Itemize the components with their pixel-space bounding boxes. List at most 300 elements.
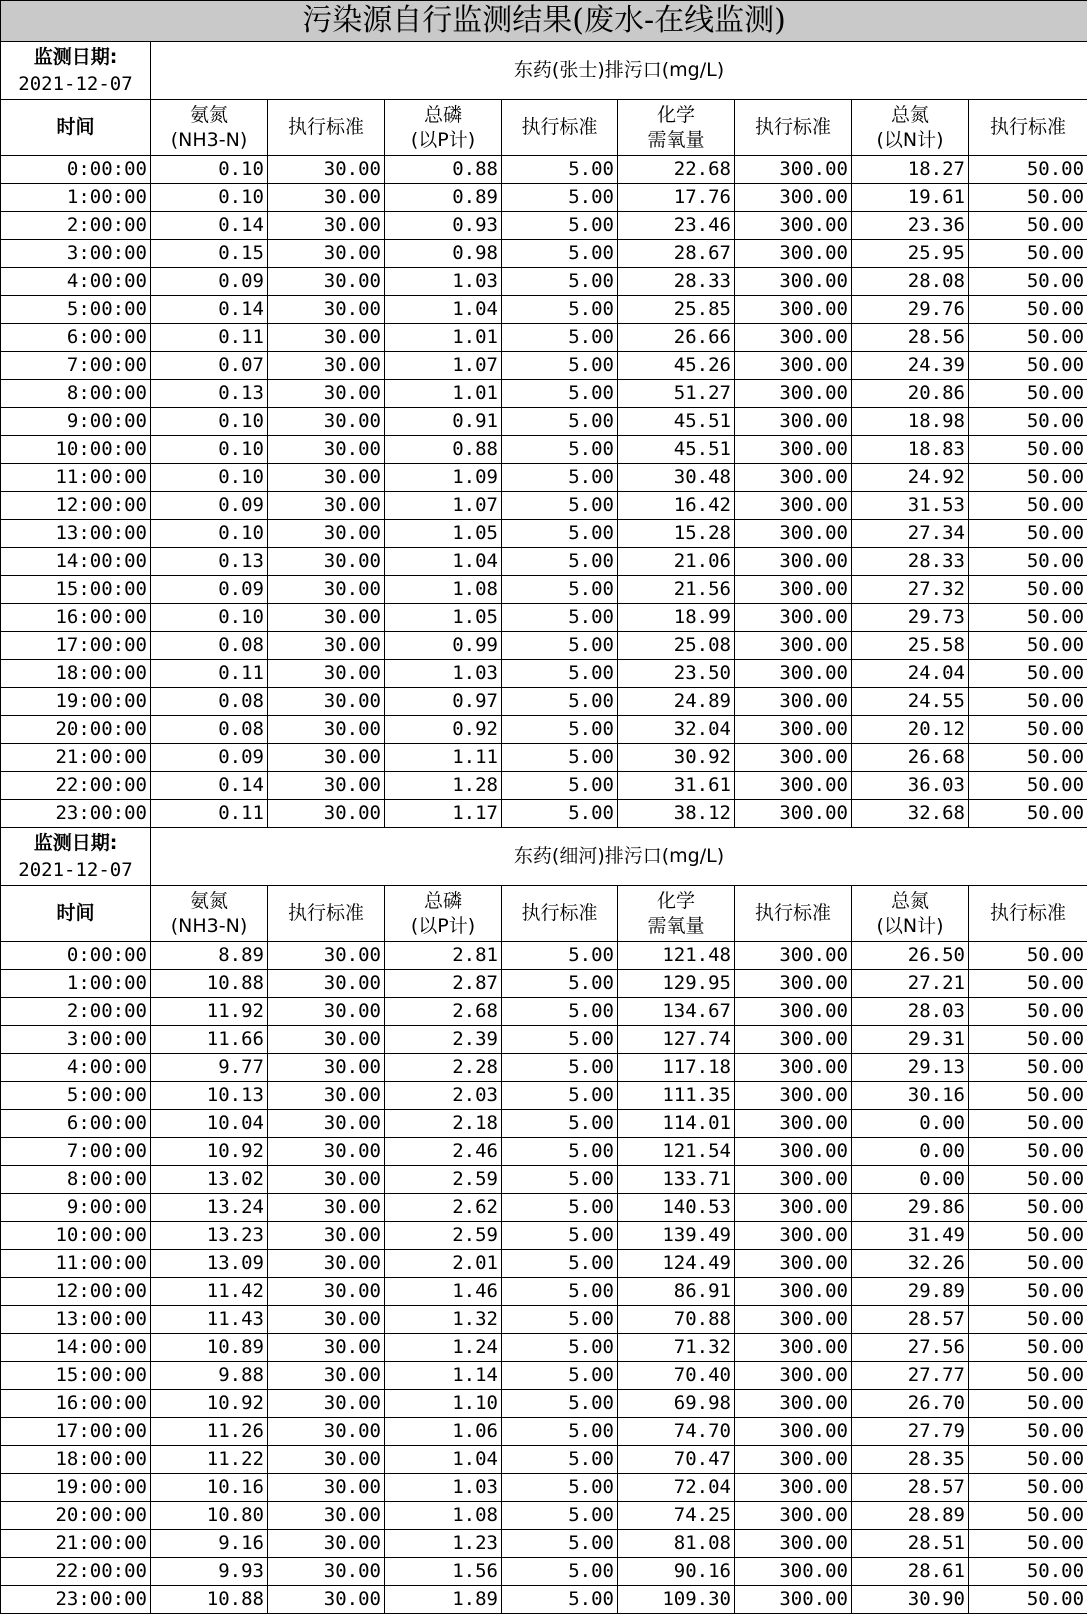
cod-standard: 300.00 [735, 1306, 852, 1334]
phosphorus-value: 1.10 [385, 1390, 502, 1418]
time-cell: 22:00:00 [1, 1558, 151, 1586]
nitrogen-value: 28.03 [852, 998, 969, 1026]
nitrogen-standard: 50.00 [969, 296, 1087, 324]
nitrogen-value: 28.51 [852, 1530, 969, 1558]
header-cod-text: 需氧量 [647, 914, 705, 937]
header-ammonia-standard [268, 886, 385, 942]
time-cell: 16:00:00 [1, 1390, 151, 1418]
header-cod [618, 886, 735, 942]
table-row [1, 1278, 1087, 1306]
cod-value: 114.01 [618, 1110, 735, 1138]
ammonia-value: 0.14 [151, 772, 268, 800]
time-cell: 6:00:00 [1, 1110, 151, 1138]
cod-standard: 300.00 [735, 1418, 852, 1446]
header-cod-text: 化学 [656, 103, 695, 126]
cod-standard: 300.00 [735, 492, 852, 520]
ammonia-standard: 30.00 [268, 604, 385, 632]
nitrogen-value: 32.26 [852, 1250, 969, 1278]
ammonia-value: 10.92 [151, 1390, 268, 1418]
nitrogen-value: 18.98 [852, 408, 969, 436]
cod-value: 109.30 [618, 1586, 735, 1614]
ammonia-value: 11.92 [151, 998, 268, 1026]
ammonia-value: 11.22 [151, 1446, 268, 1474]
cod-standard: 300.00 [735, 1390, 852, 1418]
time-cell: 8:00:00 [1, 1166, 151, 1194]
phosphorus-value: 2.03 [385, 1082, 502, 1110]
nitrogen-standard: 50.00 [969, 240, 1087, 268]
phosphorus-value: 1.32 [385, 1306, 502, 1334]
phosphorus-value: 1.08 [385, 1502, 502, 1530]
ammonia-standard: 30.00 [268, 942, 385, 970]
nitrogen-standard: 50.00 [969, 1110, 1087, 1138]
cod-value: 71.32 [618, 1334, 735, 1362]
ammonia-value: 0.13 [151, 548, 268, 576]
table-row [1, 604, 1087, 632]
header-total-phosphorus-text: (以P计) [410, 128, 476, 151]
ammonia-value: 0.09 [151, 268, 268, 296]
ammonia-value: 0.09 [151, 576, 268, 604]
nitrogen-standard: 50.00 [969, 548, 1087, 576]
monitoring-date-cell [1, 828, 151, 886]
phosphorus-value: 1.03 [385, 660, 502, 688]
table-row [1, 1110, 1087, 1138]
table-row [1, 1474, 1087, 1502]
header-time-text: 时间 [56, 116, 95, 138]
header-total-nitrogen-text: 总氮 [890, 889, 929, 912]
phosphorus-value: 2.46 [385, 1138, 502, 1166]
ammonia-standard: 30.00 [268, 1278, 385, 1306]
ammonia-standard: 30.00 [268, 464, 385, 492]
cod-standard: 300.00 [735, 1446, 852, 1474]
nitrogen-standard: 50.00 [969, 1446, 1087, 1474]
ammonia-value: 0.09 [151, 744, 268, 772]
phosphorus-value: 1.05 [385, 520, 502, 548]
ammonia-standard: 30.00 [268, 1026, 385, 1054]
nitrogen-standard: 50.00 [969, 1474, 1087, 1502]
cod-value: 69.98 [618, 1390, 735, 1418]
time-cell: 14:00:00 [1, 548, 151, 576]
cod-value: 22.68 [618, 156, 735, 184]
outlet-name: 东药(细河)排污口(mg/L) [151, 828, 1087, 886]
nitrogen-standard: 50.00 [969, 998, 1087, 1026]
table-row [1, 548, 1087, 576]
nitrogen-value: 19.61 [852, 184, 969, 212]
table-row [1, 520, 1087, 548]
header-ammonia-standard-text: 执行标准 [287, 116, 364, 138]
table-row [1, 1054, 1087, 1082]
table-row [1, 1306, 1087, 1334]
header-phosphorus-standard-text: 执行标准 [521, 116, 598, 138]
phosphorus-value: 1.03 [385, 1474, 502, 1502]
ammonia-value: 0.10 [151, 436, 268, 464]
cod-standard: 300.00 [735, 772, 852, 800]
cod-standard: 300.00 [735, 324, 852, 352]
cod-standard: 300.00 [735, 800, 852, 828]
ammonia-value: 10.80 [151, 1502, 268, 1530]
cod-value: 70.88 [618, 1306, 735, 1334]
nitrogen-standard: 50.00 [969, 716, 1087, 744]
time-cell: 20:00:00 [1, 716, 151, 744]
cod-value: 133.71 [618, 1166, 735, 1194]
header-cod-text: 需氧量 [647, 128, 705, 151]
ammonia-standard: 30.00 [268, 1558, 385, 1586]
header-ammonia-text: 氨氮 [189, 103, 228, 126]
phosphorus-value: 1.56 [385, 1558, 502, 1586]
cod-value: 26.66 [618, 324, 735, 352]
phosphorus-standard: 5.00 [502, 156, 618, 184]
header-ammonia [151, 886, 268, 942]
table-row [1, 240, 1087, 268]
cod-value: 139.49 [618, 1222, 735, 1250]
table-row [1, 156, 1087, 184]
phosphorus-value: 0.97 [385, 688, 502, 716]
phosphorus-standard: 5.00 [502, 1082, 618, 1110]
phosphorus-standard: 5.00 [502, 604, 618, 632]
nitrogen-value: 18.27 [852, 156, 969, 184]
phosphorus-value: 1.04 [385, 296, 502, 324]
phosphorus-standard: 5.00 [502, 1558, 618, 1586]
table-row [1, 942, 1087, 970]
time-cell: 9:00:00 [1, 408, 151, 436]
header-nitrogen-standard-text: 执行标准 [990, 116, 1067, 138]
time-cell: 1:00:00 [1, 970, 151, 998]
table-row [1, 1026, 1087, 1054]
ammonia-value: 10.04 [151, 1110, 268, 1138]
ammonia-value: 13.23 [151, 1222, 268, 1250]
nitrogen-value: 24.39 [852, 352, 969, 380]
phosphorus-value: 0.91 [385, 408, 502, 436]
ammonia-value: 0.11 [151, 800, 268, 828]
phosphorus-value: 2.59 [385, 1166, 502, 1194]
cod-value: 21.56 [618, 576, 735, 604]
nitrogen-value: 29.86 [852, 1194, 969, 1222]
cod-standard: 300.00 [735, 380, 852, 408]
phosphorus-value: 2.28 [385, 1054, 502, 1082]
table-row [1, 352, 1087, 380]
nitrogen-value: 29.13 [852, 1054, 969, 1082]
phosphorus-value: 0.92 [385, 716, 502, 744]
phosphorus-value: 1.09 [385, 464, 502, 492]
cod-standard: 300.00 [735, 548, 852, 576]
cod-standard: 300.00 [735, 660, 852, 688]
phosphorus-value: 1.07 [385, 352, 502, 380]
time-cell: 21:00:00 [1, 744, 151, 772]
header-total-phosphorus-text: 总磷 [423, 103, 462, 126]
nitrogen-standard: 50.00 [969, 576, 1087, 604]
phosphorus-standard: 5.00 [502, 1446, 618, 1474]
ammonia-standard: 30.00 [268, 660, 385, 688]
cod-value: 74.25 [618, 1502, 735, 1530]
header-cod-standard [735, 100, 852, 156]
nitrogen-value: 29.31 [852, 1026, 969, 1054]
table-row [1, 1530, 1087, 1558]
nitrogen-value: 27.56 [852, 1334, 969, 1362]
nitrogen-standard: 50.00 [969, 1138, 1087, 1166]
nitrogen-standard: 50.00 [969, 184, 1087, 212]
header-nitrogen-standard [969, 886, 1087, 942]
header-ammonia-text: (NH3-N) [170, 914, 248, 937]
ammonia-value: 0.10 [151, 408, 268, 436]
header-total-nitrogen [852, 100, 969, 156]
nitrogen-standard: 50.00 [969, 352, 1087, 380]
cod-value: 72.04 [618, 1474, 735, 1502]
cod-standard: 300.00 [735, 1110, 852, 1138]
nitrogen-standard: 50.00 [969, 1278, 1087, 1306]
table-row [1, 1138, 1087, 1166]
cod-value: 32.04 [618, 716, 735, 744]
nitrogen-standard: 50.00 [969, 1362, 1087, 1390]
nitrogen-value: 20.86 [852, 380, 969, 408]
nitrogen-value: 31.53 [852, 492, 969, 520]
cod-value: 21.06 [618, 548, 735, 576]
cod-value: 134.67 [618, 998, 735, 1026]
header-total-nitrogen-text: 总氮 [890, 103, 929, 126]
phosphorus-standard: 5.00 [502, 296, 618, 324]
phosphorus-standard: 5.00 [502, 268, 618, 296]
phosphorus-standard: 5.00 [502, 1418, 618, 1446]
table-row [1, 998, 1087, 1026]
phosphorus-value: 1.17 [385, 800, 502, 828]
phosphorus-standard: 5.00 [502, 1054, 618, 1082]
nitrogen-value: 26.50 [852, 942, 969, 970]
time-cell: 12:00:00 [1, 492, 151, 520]
nitrogen-value: 28.08 [852, 268, 969, 296]
phosphorus-value: 1.04 [385, 548, 502, 576]
nitrogen-value: 28.35 [852, 1446, 969, 1474]
table-row [1, 492, 1087, 520]
time-cell: 8:00:00 [1, 380, 151, 408]
time-cell: 10:00:00 [1, 1222, 151, 1250]
nitrogen-standard: 50.00 [969, 772, 1087, 800]
nitrogen-standard: 50.00 [969, 520, 1087, 548]
phosphorus-standard: 5.00 [502, 492, 618, 520]
ammonia-standard: 30.00 [268, 268, 385, 296]
table-row [1, 660, 1087, 688]
nitrogen-value: 25.95 [852, 240, 969, 268]
cod-value: 15.28 [618, 520, 735, 548]
time-cell: 23:00:00 [1, 800, 151, 828]
phosphorus-standard: 5.00 [502, 408, 618, 436]
ammonia-value: 0.08 [151, 632, 268, 660]
monitoring-date-value: 2021-12-07 [18, 72, 133, 95]
table-row [1, 324, 1087, 352]
phosphorus-standard: 5.00 [502, 660, 618, 688]
phosphorus-standard: 5.00 [502, 1026, 618, 1054]
cod-standard: 300.00 [735, 184, 852, 212]
ammonia-value: 8.89 [151, 942, 268, 970]
phosphorus-value: 1.03 [385, 268, 502, 296]
nitrogen-standard: 50.00 [969, 800, 1087, 828]
header-cod-standard-text: 执行标准 [754, 116, 831, 138]
cod-value: 38.12 [618, 800, 735, 828]
phosphorus-standard: 5.00 [502, 1194, 618, 1222]
cod-standard: 300.00 [735, 716, 852, 744]
nitrogen-standard: 50.00 [969, 604, 1087, 632]
outlet-name: 东药(张士)排污口(mg/L) [151, 42, 1087, 100]
header-total-phosphorus [385, 100, 502, 156]
phosphorus-value: 0.88 [385, 436, 502, 464]
nitrogen-value: 29.76 [852, 296, 969, 324]
cod-value: 74.70 [618, 1418, 735, 1446]
nitrogen-standard: 50.00 [969, 464, 1087, 492]
ammonia-standard: 30.00 [268, 970, 385, 998]
cod-standard: 300.00 [735, 1278, 852, 1306]
cod-standard: 300.00 [735, 156, 852, 184]
cod-value: 18.99 [618, 604, 735, 632]
ammonia-standard: 30.00 [268, 156, 385, 184]
ammonia-value: 0.10 [151, 156, 268, 184]
time-cell: 20:00:00 [1, 1502, 151, 1530]
cod-standard: 300.00 [735, 1334, 852, 1362]
cod-value: 30.92 [618, 744, 735, 772]
phosphorus-standard: 5.00 [502, 800, 618, 828]
ammonia-standard: 30.00 [268, 296, 385, 324]
table-row [1, 1362, 1087, 1390]
phosphorus-standard: 5.00 [502, 772, 618, 800]
header-phosphorus-standard [502, 886, 618, 942]
ammonia-standard: 30.00 [268, 184, 385, 212]
time-cell: 0:00:00 [1, 942, 151, 970]
header-cod-standard [735, 886, 852, 942]
cod-standard: 300.00 [735, 268, 852, 296]
nitrogen-value: 28.57 [852, 1306, 969, 1334]
nitrogen-value: 30.16 [852, 1082, 969, 1110]
table-row [1, 464, 1087, 492]
nitrogen-value: 28.56 [852, 324, 969, 352]
header-phosphorus-standard-text: 执行标准 [521, 902, 598, 924]
phosphorus-standard: 5.00 [502, 548, 618, 576]
time-cell: 1:00:00 [1, 184, 151, 212]
table-row [1, 576, 1087, 604]
cod-standard: 300.00 [735, 1558, 852, 1586]
ammonia-value: 10.16 [151, 1474, 268, 1502]
nitrogen-standard: 50.00 [969, 212, 1087, 240]
nitrogen-value: 32.68 [852, 800, 969, 828]
nitrogen-standard: 50.00 [969, 1222, 1087, 1250]
time-cell: 7:00:00 [1, 1138, 151, 1166]
phosphorus-standard: 5.00 [502, 1502, 618, 1530]
section-header-row [1, 828, 1087, 886]
table-row [1, 716, 1087, 744]
cod-value: 16.42 [618, 492, 735, 520]
cod-standard: 300.00 [735, 1166, 852, 1194]
table-row [1, 436, 1087, 464]
ammonia-standard: 30.00 [268, 520, 385, 548]
phosphorus-standard: 5.00 [502, 184, 618, 212]
nitrogen-standard: 50.00 [969, 156, 1087, 184]
nitrogen-standard: 50.00 [969, 1026, 1087, 1054]
nitrogen-standard: 50.00 [969, 408, 1087, 436]
nitrogen-standard: 50.00 [969, 632, 1087, 660]
ammonia-value: 0.11 [151, 660, 268, 688]
cod-value: 28.67 [618, 240, 735, 268]
ammonia-standard: 30.00 [268, 548, 385, 576]
phosphorus-standard: 5.00 [502, 1474, 618, 1502]
nitrogen-standard: 50.00 [969, 324, 1087, 352]
phosphorus-value: 1.01 [385, 380, 502, 408]
phosphorus-value: 0.88 [385, 156, 502, 184]
table-row [1, 1446, 1087, 1474]
ammonia-standard: 30.00 [268, 492, 385, 520]
phosphorus-value: 2.18 [385, 1110, 502, 1138]
nitrogen-value: 18.83 [852, 436, 969, 464]
time-cell: 21:00:00 [1, 1530, 151, 1558]
cod-value: 81.08 [618, 1530, 735, 1558]
cod-value: 45.26 [618, 352, 735, 380]
table-row [1, 1390, 1087, 1418]
ammonia-value: 0.15 [151, 240, 268, 268]
ammonia-value: 0.10 [151, 604, 268, 632]
table-row [1, 184, 1087, 212]
monitoring-date-cell [1, 42, 151, 100]
phosphorus-value: 1.04 [385, 1446, 502, 1474]
cod-standard: 300.00 [735, 212, 852, 240]
phosphorus-standard: 5.00 [502, 1138, 618, 1166]
phosphorus-standard: 5.00 [502, 716, 618, 744]
header-total-phosphorus [385, 886, 502, 942]
phosphorus-standard: 5.00 [502, 212, 618, 240]
phosphorus-value: 0.99 [385, 632, 502, 660]
time-cell: 0:00:00 [1, 156, 151, 184]
cod-value: 124.49 [618, 1250, 735, 1278]
phosphorus-standard: 5.00 [502, 1530, 618, 1558]
nitrogen-value: 30.90 [852, 1586, 969, 1614]
cod-standard: 300.00 [735, 1138, 852, 1166]
nitrogen-value: 26.70 [852, 1390, 969, 1418]
table-row [1, 1418, 1087, 1446]
ammonia-value: 0.10 [151, 464, 268, 492]
time-cell: 13:00:00 [1, 520, 151, 548]
table-row [1, 772, 1087, 800]
phosphorus-value: 0.98 [385, 240, 502, 268]
ammonia-standard: 30.00 [268, 1418, 385, 1446]
nitrogen-standard: 50.00 [969, 688, 1087, 716]
cod-value: 111.35 [618, 1082, 735, 1110]
phosphorus-standard: 5.00 [502, 1362, 618, 1390]
cod-value: 31.61 [618, 772, 735, 800]
ammonia-value: 11.43 [151, 1306, 268, 1334]
nitrogen-standard: 50.00 [969, 1558, 1087, 1586]
phosphorus-standard: 5.00 [502, 688, 618, 716]
ammonia-standard: 30.00 [268, 1138, 385, 1166]
time-cell: 18:00:00 [1, 660, 151, 688]
cod-standard: 300.00 [735, 408, 852, 436]
phosphorus-value: 1.14 [385, 1362, 502, 1390]
phosphorus-standard: 5.00 [502, 380, 618, 408]
table-row [1, 1502, 1087, 1530]
nitrogen-value: 28.61 [852, 1558, 969, 1586]
header-nitrogen-standard [969, 100, 1087, 156]
ammonia-standard: 30.00 [268, 998, 385, 1026]
nitrogen-value: 28.89 [852, 1502, 969, 1530]
header-nitrogen-standard-text: 执行标准 [990, 902, 1067, 924]
phosphorus-standard: 5.00 [502, 744, 618, 772]
ammonia-standard: 30.00 [268, 1054, 385, 1082]
phosphorus-standard: 5.00 [502, 1222, 618, 1250]
table-row [1, 1082, 1087, 1110]
header-ammonia-text: (NH3-N) [170, 128, 248, 151]
cod-standard: 300.00 [735, 632, 852, 660]
nitrogen-value: 20.12 [852, 716, 969, 744]
nitrogen-standard: 50.00 [969, 1166, 1087, 1194]
section-header-row [1, 42, 1087, 100]
phosphorus-value: 1.23 [385, 1530, 502, 1558]
nitrogen-value: 25.58 [852, 632, 969, 660]
table-row [1, 296, 1087, 324]
cod-standard: 300.00 [735, 744, 852, 772]
ammonia-standard: 30.00 [268, 1362, 385, 1390]
cod-value: 23.46 [618, 212, 735, 240]
